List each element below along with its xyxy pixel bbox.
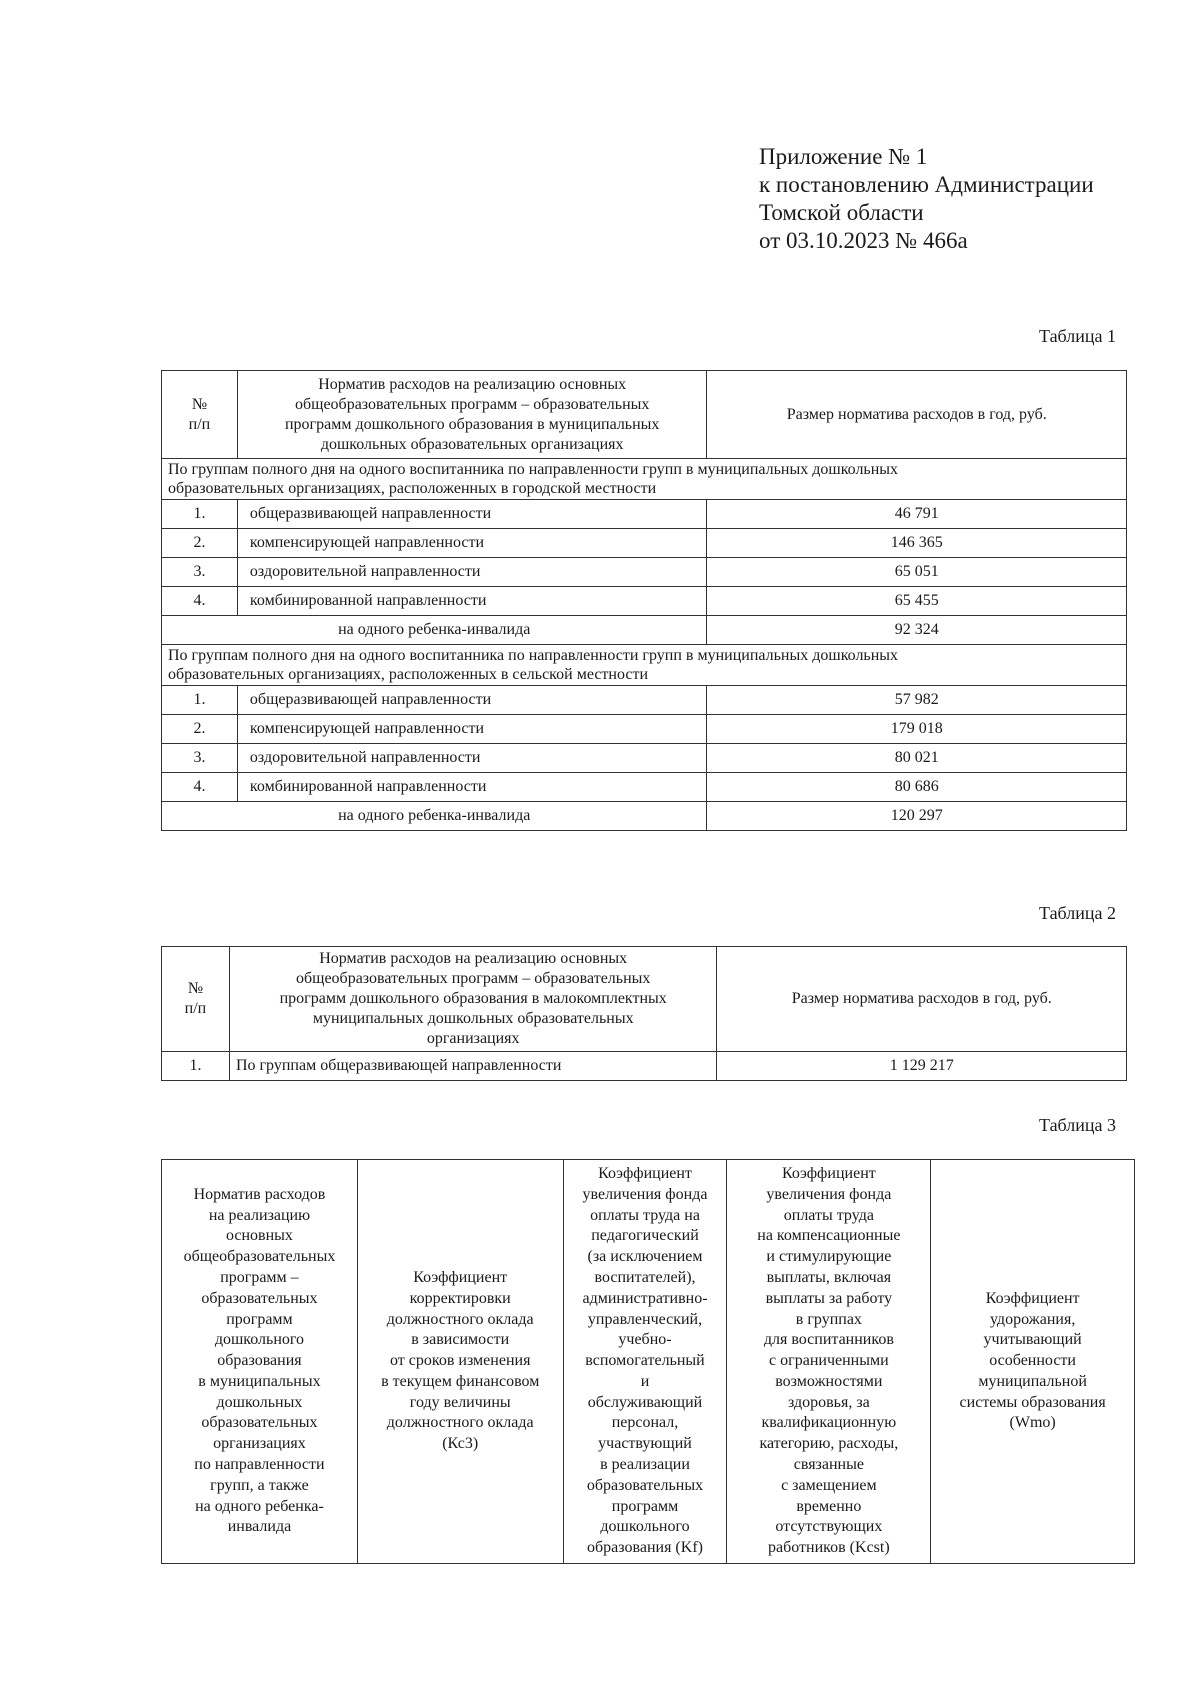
row-name: общеразвивающей направленности: [237, 500, 707, 529]
header-line: образования (Kf): [587, 1539, 703, 1557]
header-line: Коэффициент: [985, 1289, 1080, 1307]
header-line: удорожания,: [989, 1310, 1076, 1328]
header-line: педагогический: [591, 1227, 699, 1245]
table3-col-kc3: [357, 1160, 563, 1564]
table1-label: Таблица 1: [1039, 326, 1116, 346]
header-line: учебно-: [618, 1331, 672, 1349]
header-line: с ограниченными: [769, 1352, 889, 1370]
row-value: 80 021: [707, 744, 1127, 773]
header-line: программ: [226, 1310, 293, 1328]
row-disabled-name: на одного ребенка-инвалида: [162, 616, 707, 645]
header-norm-line: программ дошкольного образования в муниципальных: [284, 415, 660, 433]
row-num: 3.: [162, 558, 238, 587]
header-line: дошкольных: [216, 1393, 303, 1411]
header-line: на одного ребенка-: [195, 1497, 324, 1515]
header-line: в группах: [795, 1310, 862, 1328]
header-line: системы образования: [959, 1393, 1106, 1411]
row-value: 57 982: [707, 686, 1127, 715]
header-line: для воспитанников: [763, 1331, 894, 1349]
table-row: [162, 744, 1127, 773]
header-line: управленческий,: [587, 1310, 703, 1328]
row-name: оздоровительной направленности: [237, 558, 707, 587]
row-value: 1 129 217: [717, 1052, 1127, 1081]
table1-rural-section: [162, 645, 1127, 686]
row-value: 179 018: [707, 715, 1127, 744]
row-num: 2.: [162, 529, 238, 558]
header-line: Коэффициент: [781, 1164, 876, 1182]
appendix-line-1: Приложение № 1: [759, 144, 928, 169]
header-line: учитывающий: [983, 1331, 1082, 1349]
row-num: 3.: [162, 744, 238, 773]
table-row: [162, 616, 1127, 645]
appendix-line-4: от 03.10.2023 № 466а: [759, 228, 968, 253]
table1-urban-section: [162, 459, 1127, 500]
header-line: категорию, расходы,: [759, 1435, 899, 1453]
header-norm-line: общеобразовательных программ – образовательных: [294, 395, 650, 413]
header-line: работников (Kcst): [768, 1539, 890, 1557]
row-value: 65 455: [707, 587, 1127, 616]
header-line: оплаты труда: [783, 1206, 874, 1224]
row-disabled-name: на одного ребенка-инвалида: [162, 802, 707, 831]
header-num-line: п/п: [184, 1000, 207, 1017]
header-num-line: п/п: [188, 415, 211, 433]
header-line: основных: [225, 1227, 293, 1245]
row-disabled-value: 120 297: [707, 802, 1127, 831]
table3-col-norm: [162, 1160, 358, 1564]
header-line: временно: [796, 1497, 862, 1515]
header-line: в зависимости: [411, 1331, 510, 1349]
header-line: в муниципальных: [198, 1372, 321, 1390]
header-line: участвующий: [598, 1435, 692, 1453]
appendix-line-2: к постановлению Администрации: [759, 172, 1094, 197]
header-line: образования: [217, 1352, 302, 1370]
header-line: выплаты за работу: [765, 1289, 893, 1307]
header-line: (за исключением: [587, 1248, 703, 1266]
header-line: муниципальной: [978, 1372, 1087, 1390]
header-line: в текущем финансовом: [381, 1372, 540, 1390]
header-line: Коэффициент: [413, 1268, 508, 1286]
header-norm-line: общеобразовательных программ – образовательных: [295, 970, 651, 987]
table-row: [162, 558, 1127, 587]
row-value: 146 365: [707, 529, 1127, 558]
table1-header-num: [162, 371, 238, 459]
header-line: квалификационную: [761, 1414, 897, 1432]
header-line: увеличения фонда: [582, 1185, 708, 1203]
header-norm-line: дошкольных образовательных организациях: [320, 435, 624, 453]
header-line: оплаты труда на: [590, 1206, 700, 1224]
row-num: 4.: [162, 773, 238, 802]
header-line: общеобразовательных: [183, 1248, 336, 1266]
section-line: По группам полного дня на одного воспитанника по направленности групп в муниципальных дошкольных: [168, 461, 899, 478]
row-num: 1.: [162, 500, 238, 529]
table1-header-size: Размер норматива расходов в год, руб.: [707, 371, 1127, 459]
table2-header-size: Размер норматива расходов в год, руб.: [717, 947, 1127, 1052]
header-norm-line: организациях: [426, 1030, 520, 1047]
table3-label: Таблица 3: [1039, 1115, 1116, 1135]
header-norm-line: программ дошкольного образования в малокомплектных: [279, 990, 667, 1007]
header-line: выплаты, включая: [766, 1268, 892, 1286]
row-value: 46 791: [707, 500, 1127, 529]
section-line: По группам полного дня на одного воспитанника по направленности групп в муниципальных дошкольных: [168, 647, 899, 664]
header-line: персонал,: [611, 1414, 679, 1432]
header-norm-line: Норматив расходов на реализацию основных: [319, 950, 628, 967]
table2-header-num: [162, 947, 230, 1052]
header-line: году величины: [409, 1393, 511, 1411]
header-num-line: №: [187, 980, 204, 997]
header-line: организациях: [213, 1435, 306, 1453]
header-line: Норматив расходов: [193, 1185, 326, 1203]
row-name: комбинированной направленности: [237, 773, 707, 802]
header-line: обслуживающий: [587, 1393, 703, 1411]
table1: [161, 370, 1127, 831]
header-line: и: [640, 1372, 650, 1390]
table-row: [162, 715, 1127, 744]
header-line: здоровья, за: [787, 1393, 870, 1411]
header-line: воспитателей),: [594, 1268, 696, 1286]
header-line: инвалида: [227, 1518, 292, 1536]
header-line: на компенсационные: [757, 1227, 901, 1245]
row-num: 4.: [162, 587, 238, 616]
row-value: 80 686: [707, 773, 1127, 802]
table-row: [162, 587, 1127, 616]
table-row: [162, 686, 1127, 715]
row-name: компенсирующей направленности: [237, 715, 707, 744]
header-line: образовательных: [201, 1289, 318, 1307]
table2: [161, 946, 1127, 1081]
row-name: комбинированной направленности: [237, 587, 707, 616]
header-line: от сроков изменения: [390, 1352, 531, 1370]
header-line: с замещением: [781, 1476, 877, 1494]
header-line: особенности: [989, 1352, 1076, 1370]
table-row: [162, 529, 1127, 558]
header-line: на реализацию: [208, 1206, 311, 1224]
table3-col-kcst: [727, 1160, 931, 1564]
row-name: компенсирующей направленности: [237, 529, 707, 558]
table-row: [162, 1052, 1127, 1081]
header-line: корректировки: [409, 1289, 511, 1307]
table-row: [162, 773, 1127, 802]
header-line: и стимулирующие: [766, 1248, 892, 1266]
header-line: административно-: [582, 1289, 708, 1307]
row-num: 2.: [162, 715, 238, 744]
header-line: образовательных: [586, 1476, 704, 1494]
table3-col-wmo: [931, 1160, 1135, 1564]
table-row: [162, 802, 1127, 831]
header-line: программ –: [220, 1268, 299, 1286]
table3: [161, 1159, 1135, 1564]
header-line: групп, а также: [210, 1476, 309, 1494]
header-line: возможностями: [775, 1372, 883, 1390]
header-line: должностного оклада: [386, 1414, 534, 1432]
row-name: оздоровительной направленности: [237, 744, 707, 773]
header-line: в реализации: [600, 1456, 690, 1474]
table1-header-norm: [237, 371, 707, 459]
header-line: (Кс3): [442, 1435, 479, 1453]
header-line: связанные: [793, 1456, 864, 1474]
header-line: должностного оклада: [386, 1310, 534, 1328]
row-num: 1.: [162, 1052, 230, 1081]
header-line: Коэффициент: [598, 1164, 692, 1182]
row-name: общеразвивающей направленности: [237, 686, 707, 715]
appendix-line-3: Томской области: [759, 200, 924, 225]
header-line: образовательных: [201, 1414, 318, 1432]
table2-label: Таблица 2: [1039, 903, 1116, 923]
appendix-block: [759, 143, 1094, 255]
header-line: дошкольного: [600, 1518, 690, 1536]
header-line: вспомогательный: [585, 1352, 705, 1370]
row-num: 1.: [162, 686, 238, 715]
section-line: образовательных организациях, расположенных в городской местности: [168, 480, 657, 497]
row-name: По группам общеразвивающей направленности: [229, 1052, 717, 1081]
header-num-line: №: [191, 395, 208, 413]
header-line: увеличения фонда: [766, 1185, 892, 1203]
section-line: образовательных организациях, расположенных в сельской местности: [168, 666, 649, 683]
table2-header-norm: [229, 947, 717, 1052]
header-line: программ: [611, 1497, 679, 1515]
header-line: дошкольного: [214, 1331, 305, 1349]
row-value: 65 051: [707, 558, 1127, 587]
header-norm-line: Норматив расходов на реализацию основных: [318, 375, 627, 393]
table-row: [162, 500, 1127, 529]
header-line: (Wmo): [1009, 1414, 1056, 1432]
header-norm-line: муниципальных дошкольных образовательных: [312, 1010, 634, 1027]
header-line: отсутствующих: [775, 1518, 883, 1536]
row-disabled-value: 92 324: [707, 616, 1127, 645]
header-line: по направленности: [194, 1456, 325, 1474]
table3-col-kf: [563, 1160, 727, 1564]
